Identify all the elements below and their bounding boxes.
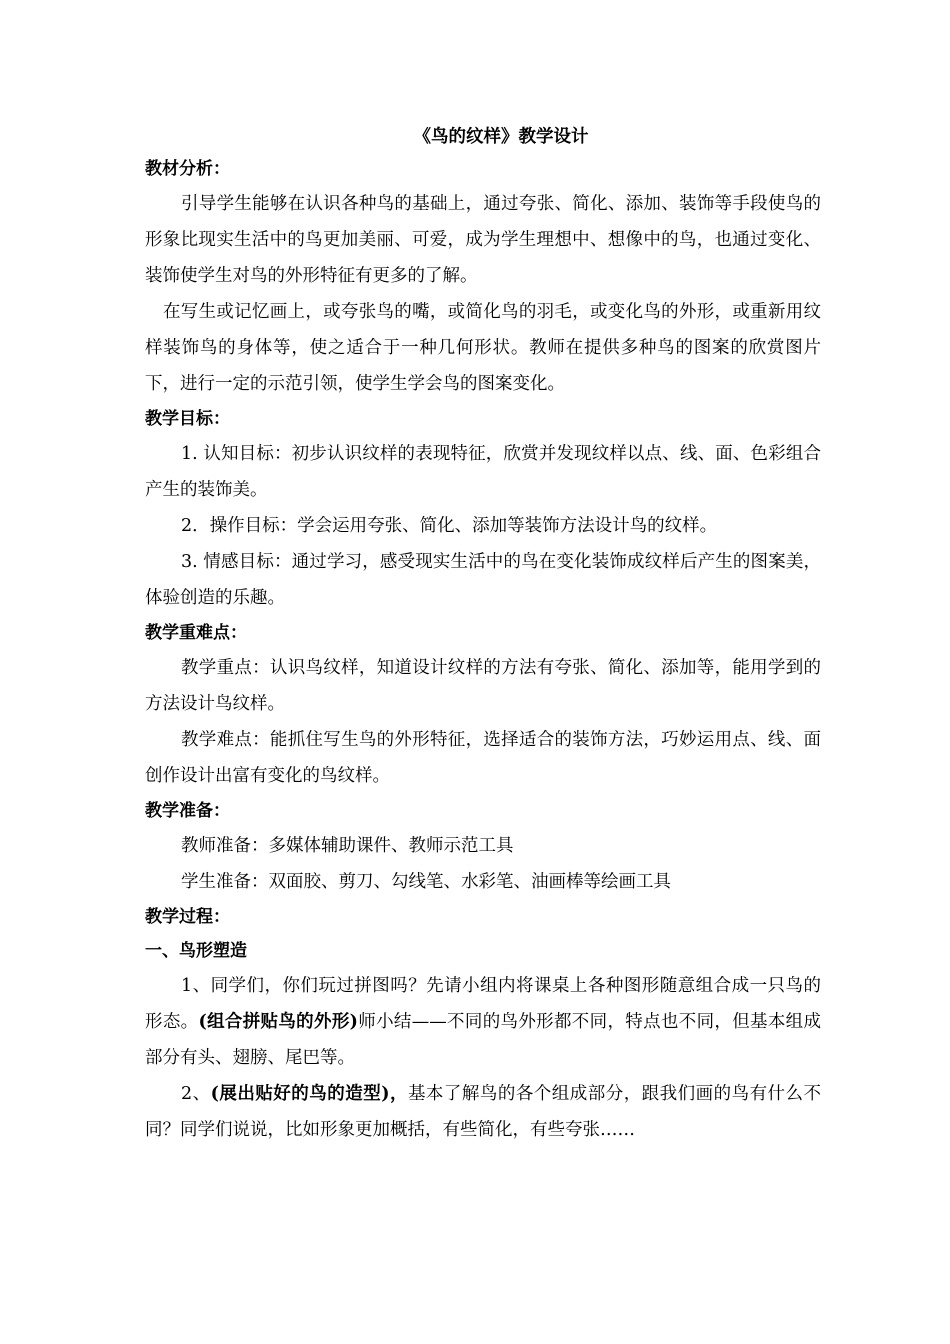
goal-cognitive: 1. 认知目标：初步认识纹样的表现特征，欣赏并发现纹样以点、线、面、色彩组合产生的装饰美。 xyxy=(145,444,821,500)
analysis-paragraph-1: 引导学生能够在认识各种鸟的基础上，通过夸张、简化、添加、装饰等手段使鸟的形象比现实生活中的鸟更加美丽、可爱，成为学生理想中、想像中的鸟，也通过变化、装饰使学生对鸟的外形特征有更多的了解。 xyxy=(145,194,821,286)
heading-process: 教学过程： xyxy=(145,907,230,927)
process-step-2 xyxy=(145,1076,821,1148)
goal-emotion: 3. 情感目标：通过学习，感受现实生活中的鸟在变化装饰成纹样后产生的图案美，体验创造的乐趣。 xyxy=(145,552,821,608)
keypoint-focus: 教学重点：认识鸟纹样，知道设计纹样的方法有夸张、简化、添加等，能用学到的方法设计鸟纹样。 xyxy=(145,658,821,714)
keypoint-difficulty: 教学难点：能抓住写生鸟的外形特征，选择适合的装饰方法，巧妙运用点、线、面创作设计出富有变化的鸟纹样。 xyxy=(145,730,821,786)
process-step-1-text-b: 师小结——不同的鸟外形都不同，特点也不同，但基本组成部分有头、翅膀、尾巴等。 xyxy=(145,1012,822,1068)
document-body xyxy=(145,122,821,1148)
heading-keypoints: 教学重难点： xyxy=(145,623,247,643)
heading-preparation: 教学准备： xyxy=(145,801,230,821)
heading-goals: 教学目标： xyxy=(145,409,230,429)
process-step-2-bold: (展出贴好的鸟的造型)， xyxy=(210,1084,408,1104)
preparation-teacher: 教师准备：多媒体辅助课件、教师示范工具 xyxy=(181,836,514,856)
document-title: 《鸟的纹样》教学设计 xyxy=(413,127,589,147)
subheading-bird-shape: 一、鸟形塑造 xyxy=(145,941,247,961)
preparation-student: 学生准备：双面胶、剪刀、勾线笔、水彩笔、油画棒等绘画工具 xyxy=(181,872,671,892)
heading-analysis: 教材分析： xyxy=(145,159,230,179)
analysis-paragraph-2: 在写生或记忆画上，或夸张鸟的嘴，或简化鸟的羽毛，或变化鸟的外形，或重新用纹样装饰鸟的身体等，使之适合于一种几何形状。教师在提供多种鸟的图案的欣赏图片下，进行一定的示范引领，使学生学会鸟的图案变化。 xyxy=(145,302,821,394)
process-step-1 xyxy=(145,968,821,1076)
process-step-2-text-a: 2、 xyxy=(181,1084,211,1104)
goal-operation: 2．操作目标：学会运用夸张、简化、添加等装饰方法设计鸟的纹样。 xyxy=(181,516,718,536)
process-step-2-text-b: 基本了解鸟的各个组成部分，跟我们画的鸟有什么不同？同学们说说，比如形象更加概括，有些简化，有些夸张…… xyxy=(145,1084,822,1140)
process-step-1-text-a: 1、同学们，你们玩过拼图吗？先请小组内将课桌上各种图形随意组合成一只鸟的形态。 xyxy=(145,976,821,1032)
process-step-1-bold: (组合拼贴鸟的外形) xyxy=(198,1012,358,1032)
